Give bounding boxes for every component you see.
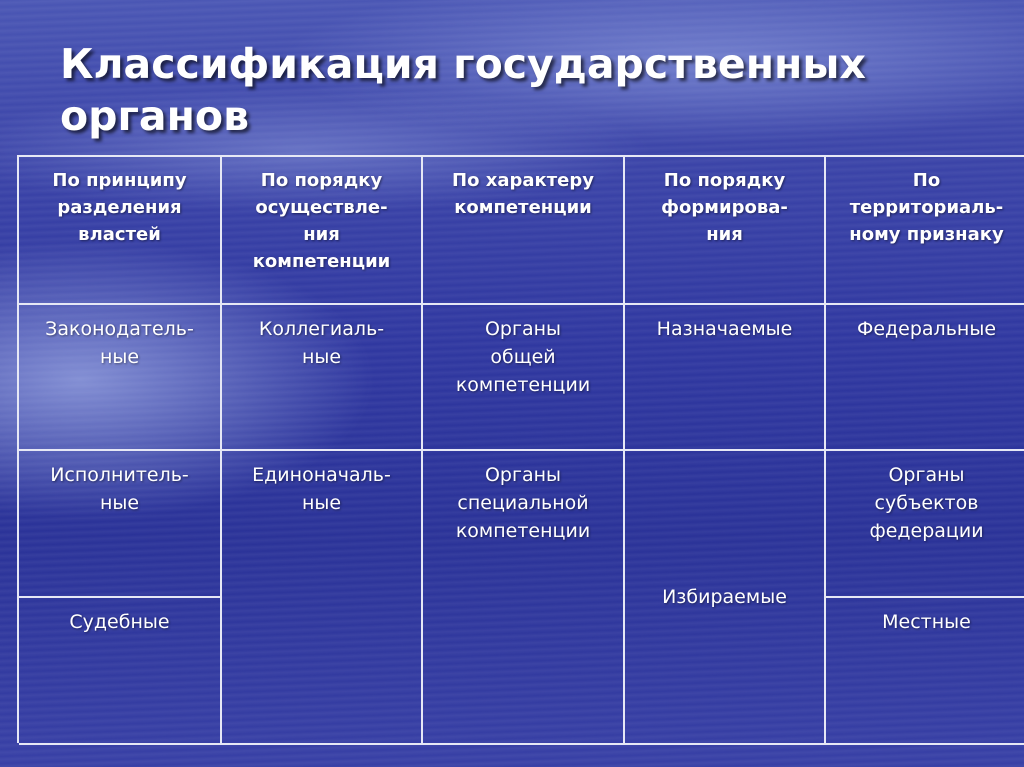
cell-legislative: Законодатель- ные <box>19 305 222 451</box>
slide-title: Классификация государственных органов <box>60 40 866 140</box>
cell-general-competence: Органы общей компетенции <box>423 305 625 451</box>
cell-collegial: Коллегиаль- ные <box>222 305 423 451</box>
header-formation-order: По порядку формирова- ния <box>625 157 826 305</box>
cell-judicial: Судебные <box>19 598 222 745</box>
cell-executive: Исполнитель- ные <box>19 451 222 598</box>
cell-sole-command: Единоначаль- ные <box>222 451 423 745</box>
cell-elected-label: Избираемые <box>662 586 787 608</box>
cell-local: Местные <box>826 598 1024 745</box>
cell-federal: Федеральные <box>826 305 1024 451</box>
header-competence-nature: По характеру компетенции <box>423 157 625 305</box>
header-competence-exercise: По порядку осуществле- ния компетенции <box>222 157 423 305</box>
classification-table <box>17 155 1024 743</box>
header-separation-of-powers: По принципу разделения властей <box>19 157 222 305</box>
header-territorial: По территориаль- ному признаку <box>826 157 1024 305</box>
cell-appointed: Назначаемые <box>625 305 826 451</box>
cell-elected <box>625 451 826 745</box>
cell-federation-subjects: Органы субъектов федерации <box>826 451 1024 598</box>
cell-special-competence: Органы специальной компетенции <box>423 451 625 745</box>
